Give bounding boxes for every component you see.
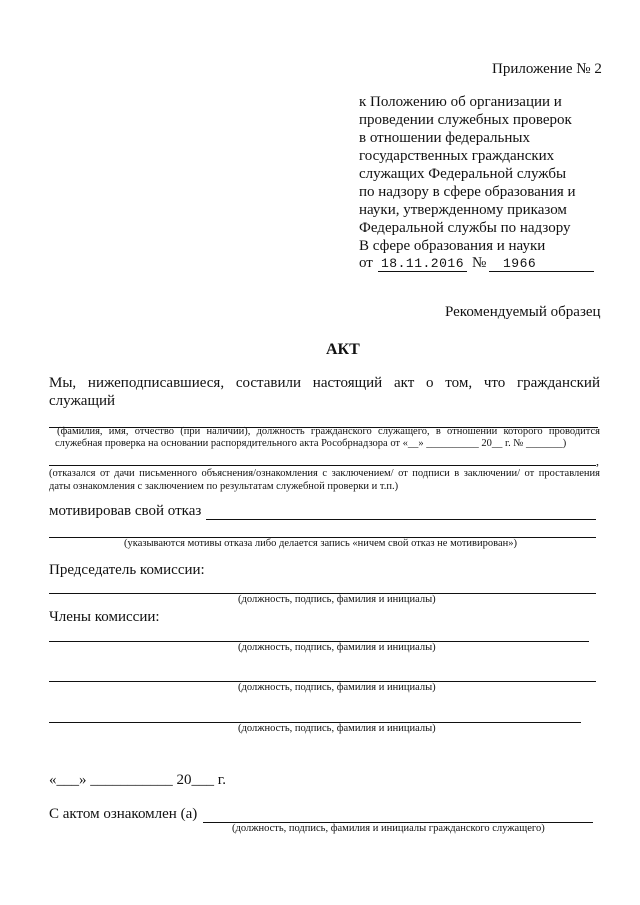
from-label: от [359, 255, 373, 271]
ref-line-6: по надзору в сфере образования и [359, 184, 576, 200]
refusal-comma: , [596, 454, 599, 468]
familiar-label: С актом ознакомлен (а) [49, 806, 198, 822]
ref-line-5: служащих Федеральной службы [359, 166, 567, 182]
act-date-line: «___» ___________ 20___ г. [49, 772, 226, 788]
members-label: Члены комиссии: [49, 609, 160, 625]
intro-text-2: служащий [49, 393, 116, 409]
refusal-line [49, 465, 596, 466]
ref-line-9: В сфере образования и науки [359, 238, 546, 254]
ref-line-1: к Положению об организации и [359, 94, 562, 110]
ref-line-2: проведении служебных проверок [359, 112, 572, 128]
order-number: 1966 [503, 256, 537, 271]
employee-note-2: служебная проверка на основании распорядительного акта Рособрнадзора от «__» __________ 20__ г. № _______) [55, 438, 567, 449]
ref-line-8: Федеральной службы по надзору [359, 220, 571, 236]
familiar-signature-note: (должность, подпись, фамилия и инициалы гражданского служащего) [232, 823, 545, 834]
chair-signature-note: (должность, подпись, фамилия и инициалы) [238, 594, 436, 605]
number-label: № [472, 255, 487, 271]
employee-note: (фамилия, имя, отчество (при наличии), должность гражданского служащего, в отношении которого проводится [57, 426, 600, 437]
refusal-note-2: даты ознакомления с заключением по результатам служебной проверки и т.п.) [49, 481, 399, 492]
refusal-note: (отказался от дачи письменного объяснения/ознакомления с заключением/ от подписи в заключении/ от проставления [49, 468, 600, 479]
motive-note: (указываются мотивы отказа либо делается запись «ничем свой отказ не мотивирован») [124, 538, 517, 549]
member-signature-note-2: (должность, подпись, фамилия и инициалы) [238, 682, 436, 693]
motive-line-1 [206, 519, 596, 520]
ref-line-4: государственных гражданских [359, 148, 555, 164]
order-date-underline [378, 271, 467, 272]
order-number-underline [489, 271, 594, 272]
ref-line-3: в отношении федеральных [359, 130, 530, 146]
document-title: АКТ [326, 341, 360, 358]
sample-label: Рекомендуемый образец [445, 304, 601, 320]
order-date: 18.11.2016 [381, 256, 465, 271]
chair-label: Председатель комиссии: [49, 562, 205, 578]
member-signature-note-1: (должность, подпись, фамилия и инициалы) [238, 642, 436, 653]
appendix-label: Приложение № 2 [492, 61, 602, 77]
ref-line-7: науки, утвержденному приказом [359, 202, 567, 218]
motive-label: мотивировав свой отказ [49, 503, 202, 519]
intro-text: Мы, нижеподписавшиеся, составили настоящий акт о том, что гражданский [49, 375, 600, 391]
member-signature-note-3: (должность, подпись, фамилия и инициалы) [238, 723, 436, 734]
